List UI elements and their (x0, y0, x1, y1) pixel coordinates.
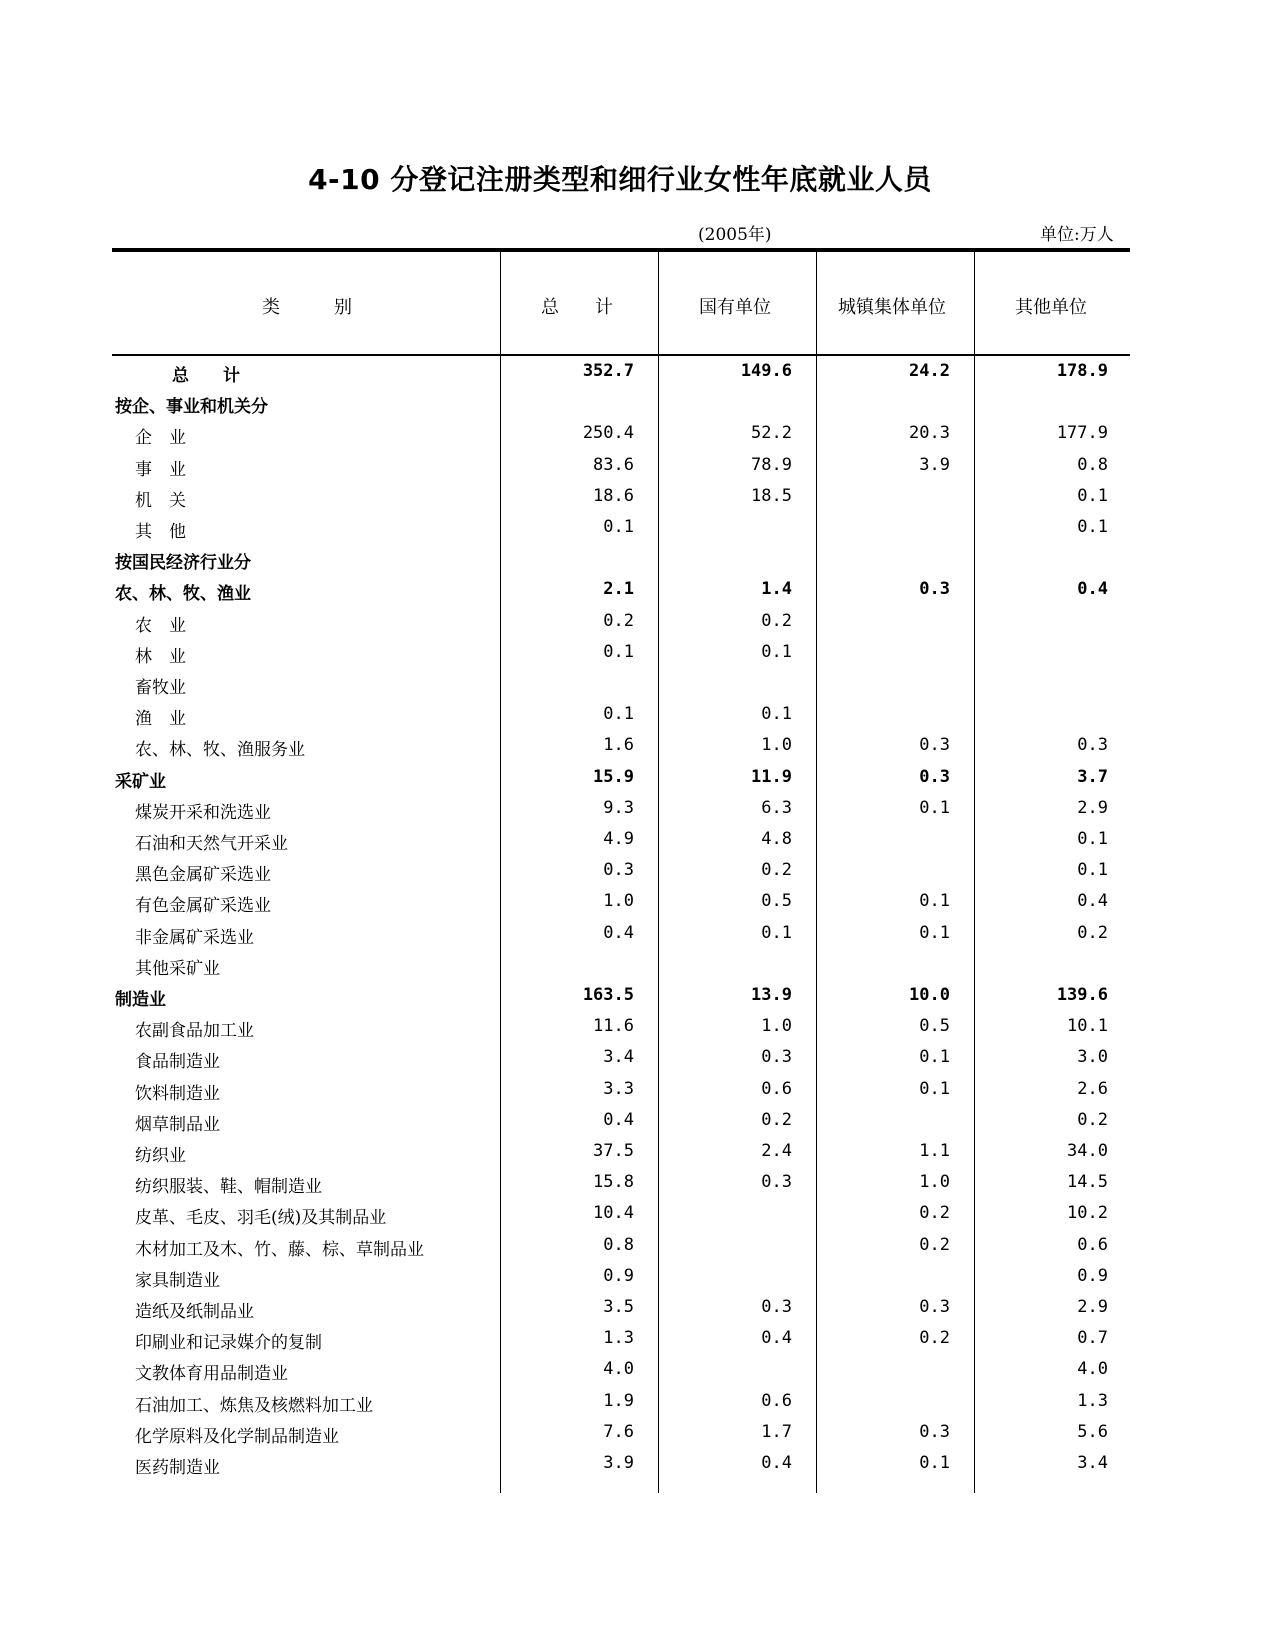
row-label: 农、林、牧、渔业 (115, 584, 251, 605)
row-value: 3.0 (1077, 1047, 1108, 1068)
row-value: 1.0 (603, 891, 634, 912)
row-value: 0.1 (1077, 517, 1108, 537)
table-row (112, 607, 1130, 638)
row-value: 0.5 (919, 1016, 950, 1037)
row-value: 10.0 (909, 985, 950, 1005)
row-value: 0.3 (919, 766, 950, 787)
row-label: 按企、事业和机关分 (115, 397, 268, 418)
table-row (112, 887, 1130, 918)
row-label: 农副食品加工业 (135, 1021, 254, 1042)
row-value: 0.8 (603, 1234, 634, 1255)
row-value: 15.8 (593, 1172, 634, 1193)
table-row (112, 981, 1130, 1012)
row-label: 总 计 (172, 366, 240, 386)
row-value: 3.4 (603, 1047, 634, 1068)
row-value: 10.4 (593, 1203, 634, 1224)
row-value: 178.9 (1056, 361, 1108, 381)
row-value: 0.2 (1077, 1109, 1108, 1130)
row-label: 家具制造业 (135, 1270, 220, 1291)
row-value: 0.1 (919, 1078, 950, 1099)
row-value: 0.6 (761, 1390, 792, 1411)
row-value: 2.6 (1077, 1078, 1108, 1099)
table-row (112, 1075, 1130, 1106)
table-row (112, 669, 1130, 700)
row-value: 0.1 (761, 704, 792, 725)
row-value: 2.4 (761, 1141, 792, 1161)
table-row (112, 1324, 1130, 1355)
row-value: 0.1 (1077, 860, 1108, 881)
row-value: 0.3 (761, 1172, 792, 1193)
row-value: 18.6 (593, 485, 634, 506)
table-row (112, 1293, 1130, 1324)
row-label: 事 业 (135, 459, 186, 480)
row-value: 20.3 (909, 423, 950, 444)
row-value: 0.5 (761, 891, 792, 912)
row-value: 10.1 (1067, 1016, 1108, 1037)
table-row (112, 825, 1130, 856)
row-value: 0.1 (1077, 485, 1108, 506)
row-value: 0.4 (1077, 891, 1108, 912)
row-label: 非金属矿采选业 (135, 927, 254, 948)
table-row (112, 419, 1130, 450)
row-label: 有色金属矿采选业 (135, 896, 271, 917)
row-value: 13.9 (751, 985, 792, 1005)
row-value: 149.6 (740, 361, 792, 381)
table-row (112, 357, 1130, 388)
row-value: 1.1 (919, 1141, 950, 1161)
row-value: 250.4 (582, 423, 634, 444)
table-row (112, 763, 1130, 794)
row-label: 农、林、牧、渔服务业 (135, 740, 305, 761)
header-total: 总 计 (541, 297, 613, 318)
table-row (112, 1043, 1130, 1074)
row-value: 0.1 (761, 922, 792, 943)
row-value: 0.2 (919, 1203, 950, 1224)
row-value: 0.2 (919, 1234, 950, 1255)
row-value: 34.0 (1067, 1141, 1108, 1161)
row-value: 0.3 (761, 1297, 792, 1317)
page-title: 4-10 分登记注册类型和细行业女性年底就业人员 (308, 163, 932, 196)
row-value: 14.5 (1067, 1172, 1108, 1193)
row-value: 0.6 (761, 1078, 792, 1099)
table-row (112, 638, 1130, 669)
row-value: 352.7 (582, 361, 634, 381)
row-label: 木材加工及木、竹、藤、棕、草制品业 (135, 1239, 424, 1260)
table-row (112, 1418, 1130, 1449)
header-category: 类 别 (262, 297, 352, 318)
row-label: 煤炭开采和洗选业 (135, 802, 271, 823)
row-label: 石油和天然气开采业 (135, 834, 288, 854)
row-label: 纺织服装、鞋、帽制造业 (135, 1177, 322, 1198)
row-value: 83.6 (593, 454, 634, 475)
table-row (112, 950, 1130, 981)
row-value: 0.3 (919, 1421, 950, 1442)
row-value: 0.3 (919, 579, 950, 600)
row-value: 139.6 (1056, 985, 1108, 1005)
row-value: 9.3 (603, 797, 634, 818)
row-value: 0.2 (1077, 922, 1108, 943)
header-urban-collective: 城镇集体单位 (838, 297, 946, 318)
year-label: (2005年) (698, 225, 772, 245)
row-value: 0.1 (919, 1047, 950, 1068)
row-value: 11.6 (593, 1016, 634, 1037)
row-value: 0.1 (603, 517, 634, 537)
row-label: 制造业 (115, 990, 166, 1010)
row-label: 机 关 (135, 490, 186, 511)
row-value: 0.7 (1077, 1328, 1108, 1349)
table-row (112, 1012, 1130, 1043)
row-value: 0.6 (1077, 1234, 1108, 1255)
row-value: 2.9 (1077, 797, 1108, 818)
row-value: 1.0 (919, 1172, 950, 1193)
row-value: 3.7 (1077, 766, 1108, 787)
row-value: 0.2 (761, 860, 792, 881)
table-row (112, 1262, 1130, 1293)
row-label: 饮料制造业 (135, 1083, 220, 1104)
row-value: 37.5 (593, 1141, 634, 1161)
table-row (112, 1168, 1130, 1199)
row-value: 0.1 (603, 704, 634, 725)
row-value: 1.0 (761, 735, 792, 756)
header-bottom-rule (112, 354, 1130, 356)
row-value: 24.2 (909, 361, 950, 381)
row-value: 0.1 (919, 1453, 950, 1473)
row-value: 0.3 (603, 860, 634, 881)
row-value: 0.2 (919, 1328, 950, 1349)
row-label: 其他采矿业 (135, 958, 220, 979)
row-value: 52.2 (751, 423, 792, 444)
row-value: 1.6 (603, 735, 634, 756)
row-value: 3.9 (919, 454, 950, 475)
row-label: 采矿业 (115, 771, 166, 792)
row-value: 0.3 (919, 1297, 950, 1317)
table-row (112, 451, 1130, 482)
row-value: 1.3 (1077, 1390, 1108, 1411)
table-row (112, 1199, 1130, 1230)
row-value: 0.1 (919, 922, 950, 943)
row-value: 0.4 (603, 922, 634, 943)
row-value: 0.4 (761, 1453, 792, 1473)
row-label: 林 业 (135, 646, 186, 667)
row-value: 1.4 (761, 579, 792, 600)
row-label: 其 他 (135, 522, 186, 542)
row-value: 0.1 (1077, 829, 1108, 849)
row-label: 造纸及纸制品业 (135, 1302, 254, 1322)
row-value: 0.9 (1077, 1265, 1108, 1286)
row-value: 2.1 (603, 579, 634, 600)
row-value: 4.0 (1077, 1359, 1108, 1380)
row-label: 皮革、毛皮、羽毛(绒)及其制品业 (135, 1208, 387, 1229)
table-top-rule (112, 248, 1130, 252)
row-label: 企 业 (135, 428, 186, 449)
table-row (112, 575, 1130, 606)
header-other-units: 其他单位 (1015, 297, 1087, 318)
row-value: 6.3 (761, 797, 792, 818)
row-label: 按国民经济行业分 (115, 553, 251, 574)
unit-label: 单位:万人 (1040, 225, 1114, 245)
table-row (112, 794, 1130, 825)
row-label: 医药制造业 (135, 1458, 220, 1478)
row-label: 食品制造业 (135, 1052, 220, 1073)
row-value: 11.9 (751, 766, 792, 787)
row-label: 农 业 (135, 615, 186, 636)
row-value: 0.9 (603, 1265, 634, 1286)
row-value: 0.4 (603, 1109, 634, 1130)
row-value: 3.4 (1077, 1453, 1108, 1473)
row-value: 3.5 (603, 1297, 634, 1317)
header-state-owned: 国有单位 (699, 297, 771, 318)
table-row (112, 388, 1130, 419)
table-row (112, 1355, 1130, 1386)
row-value: 10.2 (1067, 1203, 1108, 1224)
row-value: 0.1 (919, 797, 950, 818)
row-label: 化学原料及化学制品制造业 (135, 1426, 339, 1447)
row-label: 烟草制品业 (135, 1114, 220, 1135)
row-label: 黑色金属矿采选业 (135, 865, 271, 886)
row-label: 印刷业和记录媒介的复制 (135, 1333, 322, 1354)
table-row (112, 1106, 1130, 1137)
table-row (112, 700, 1130, 731)
row-value: 0.4 (761, 1328, 792, 1349)
row-value: 2.9 (1077, 1297, 1108, 1317)
row-value: 0.1 (603, 641, 634, 662)
table-row (112, 513, 1130, 544)
table-row (112, 1387, 1130, 1418)
row-value: 3.3 (603, 1078, 634, 1099)
table-row (112, 919, 1130, 950)
row-value: 1.7 (761, 1421, 792, 1442)
row-value: 0.3 (919, 735, 950, 756)
row-value: 0.2 (603, 610, 634, 631)
table-row (112, 731, 1130, 762)
row-value: 18.5 (751, 485, 792, 506)
row-value: 4.8 (761, 829, 792, 849)
table-row (112, 856, 1130, 887)
row-label: 石油加工、炼焦及核燃料加工业 (135, 1395, 373, 1416)
row-value: 0.2 (761, 1109, 792, 1130)
table-row (112, 482, 1130, 513)
row-value: 1.9 (603, 1390, 634, 1411)
row-value: 163.5 (582, 985, 634, 1005)
row-label: 渔 业 (135, 709, 186, 730)
row-value: 15.9 (593, 766, 634, 787)
row-value: 78.9 (751, 454, 792, 475)
row-value: 0.3 (1077, 735, 1108, 756)
row-value: 0.1 (919, 891, 950, 912)
row-value: 4.0 (603, 1359, 634, 1380)
row-value: 1.0 (761, 1016, 792, 1037)
table-row (112, 1231, 1130, 1262)
row-value: 0.8 (1077, 454, 1108, 475)
row-label: 文教体育用品制造业 (135, 1364, 288, 1385)
row-value: 1.3 (603, 1328, 634, 1349)
row-value: 7.6 (603, 1421, 634, 1442)
row-value: 0.1 (761, 641, 792, 662)
row-value: 177.9 (1056, 423, 1108, 444)
row-value: 3.9 (603, 1453, 634, 1473)
table-row (112, 1137, 1130, 1168)
row-label: 畜牧业 (135, 678, 186, 698)
row-value: 4.9 (603, 829, 634, 849)
row-value: 5.6 (1077, 1421, 1108, 1442)
table-row (112, 544, 1130, 575)
row-value: 0.3 (761, 1047, 792, 1068)
row-value: 0.2 (761, 610, 792, 631)
row-label: 纺织业 (135, 1146, 186, 1166)
row-value: 0.4 (1077, 579, 1108, 600)
table-row (112, 1449, 1130, 1480)
